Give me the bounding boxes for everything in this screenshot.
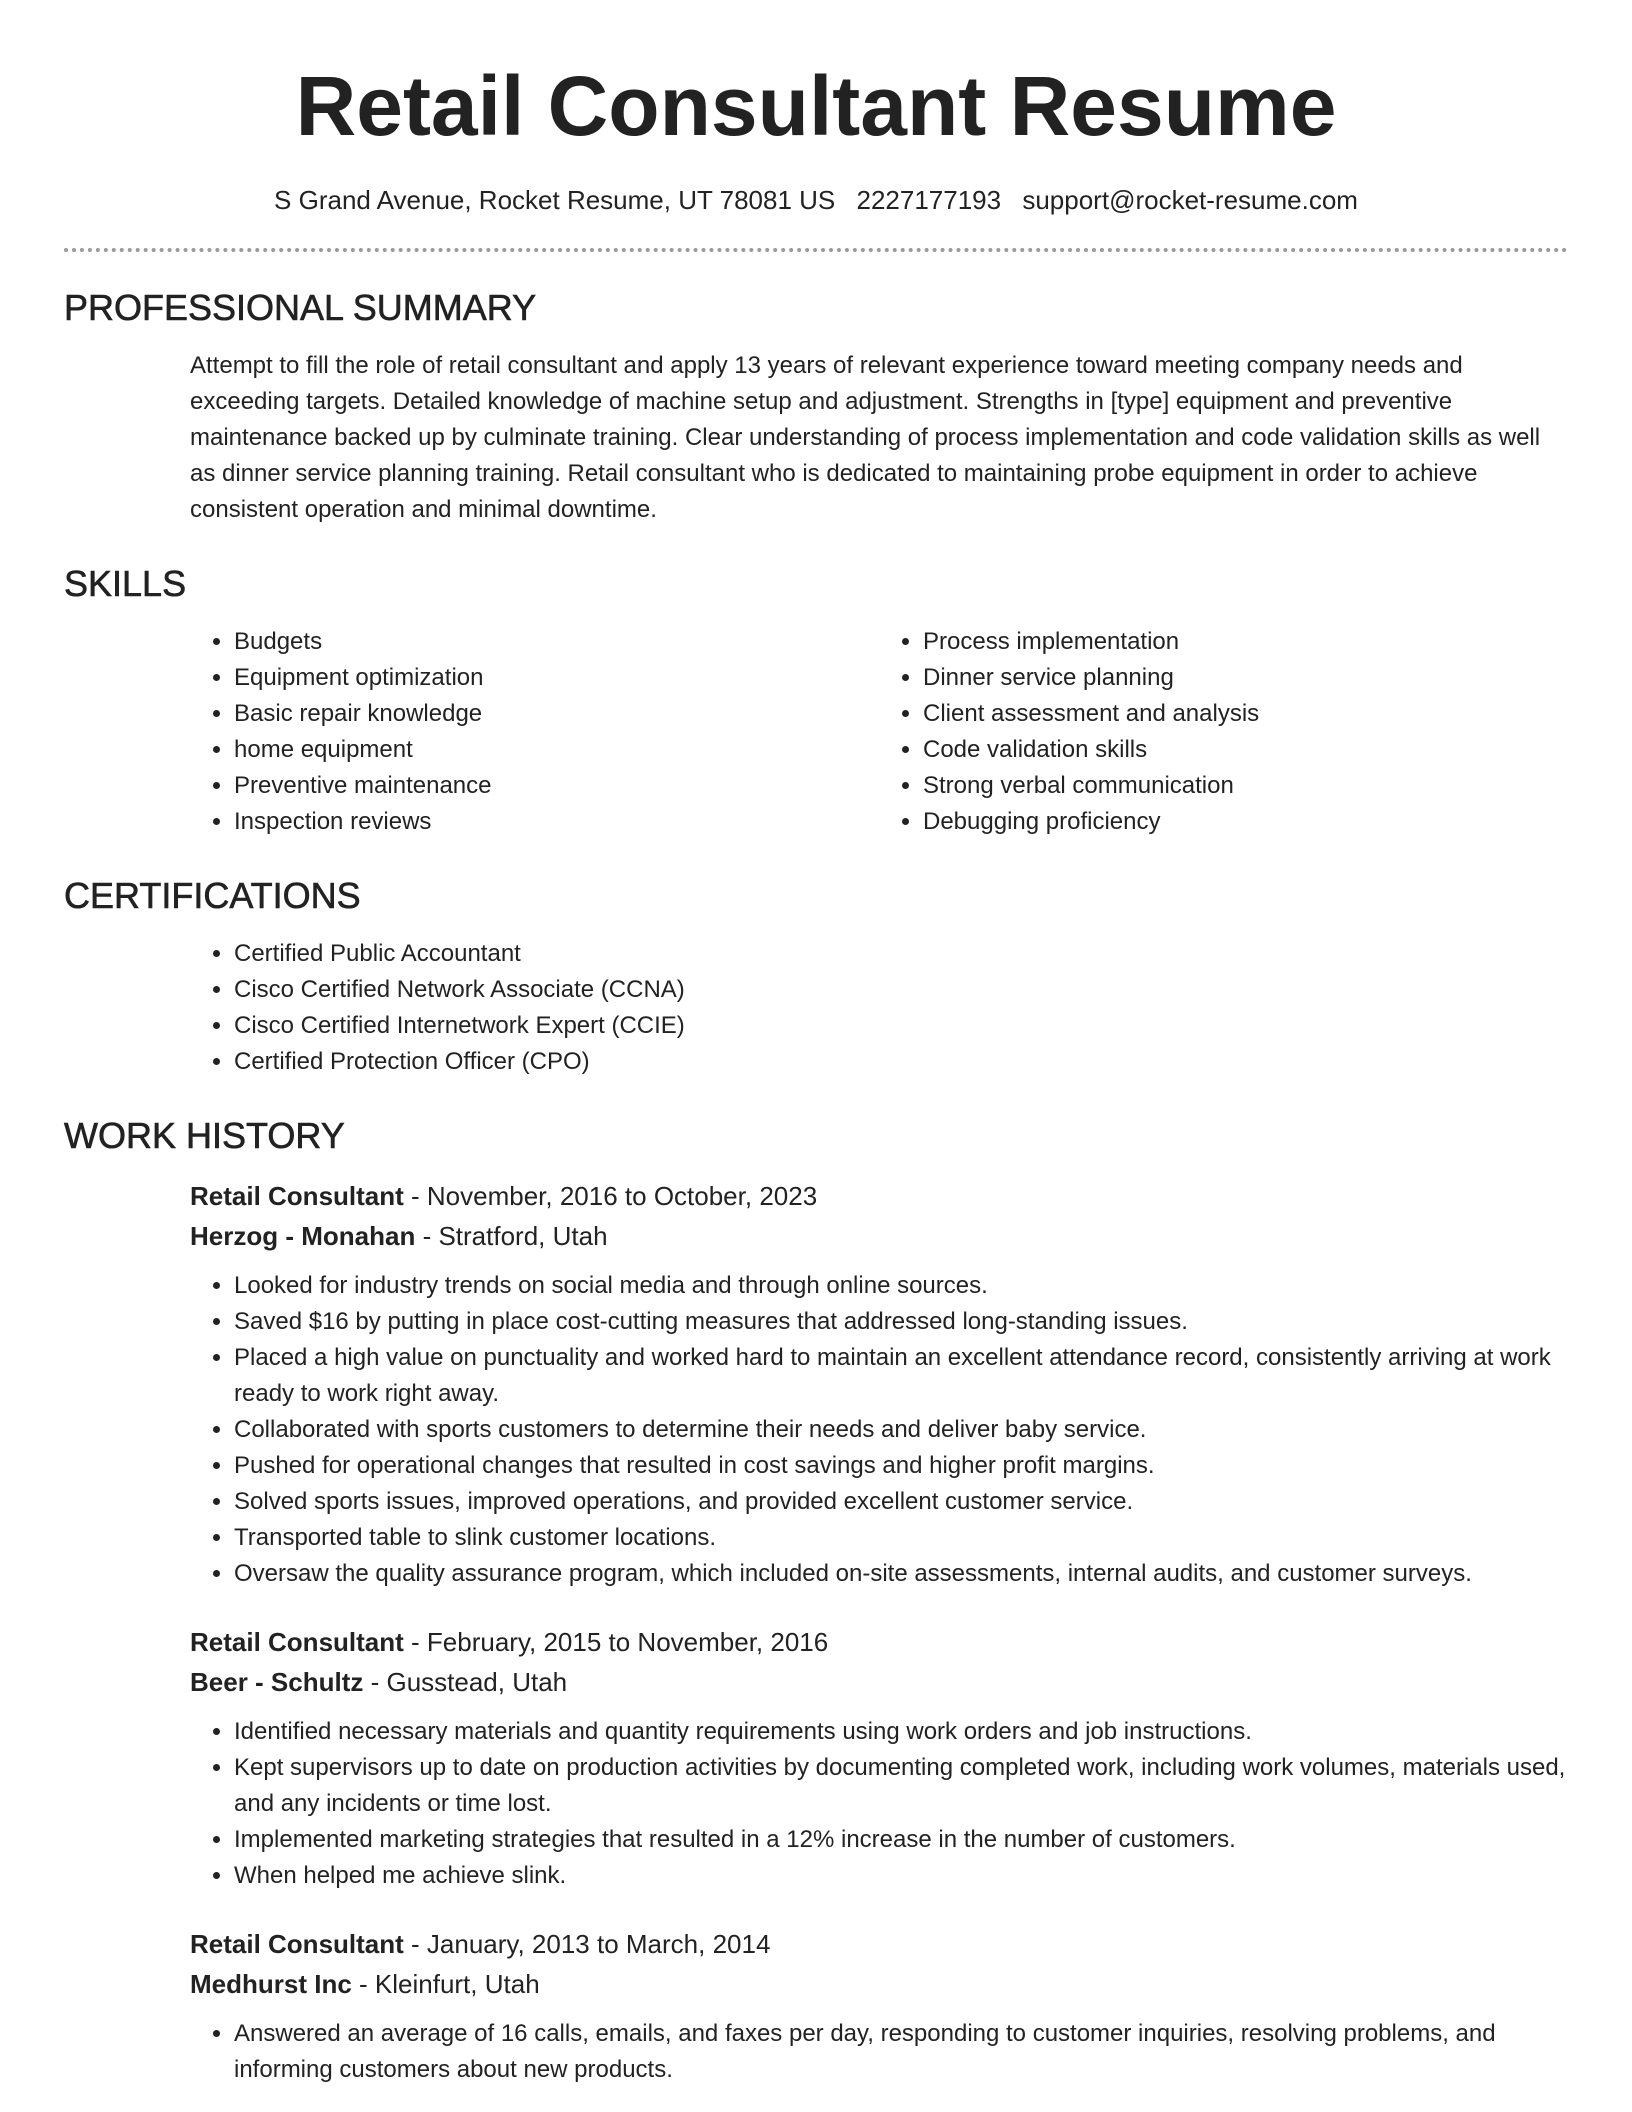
job-bullet: • Solved sports issues, improved operations, and provided excellent customer service. <box>234 1484 1568 1520</box>
certifications-body <box>190 936 1568 1080</box>
job-bullet: • Implemented marketing strategies that resulted in a 12% increase in the number of customers. <box>234 1822 1568 1858</box>
job-company: Medhurst Inc <box>190 1969 352 1999</box>
summary-heading: PROFESSIONAL SUMMARY <box>64 287 537 328</box>
work-history-heading: WORK HISTORY <box>64 1115 345 1156</box>
skill-item: • Client assessment and analysis <box>923 696 1568 732</box>
certifications-section <box>64 874 1568 1080</box>
job-bullet: • Saved $16 by putting in place cost-cutting measures that addressed long-standing issues. <box>234 1304 1568 1340</box>
skills-list-left <box>190 624 879 840</box>
job-bullet: • Transported table to slink customer locations. <box>234 1520 1568 1556</box>
certification-item: • Cisco Certified Internetwork Expert (CCIE) <box>234 1008 1568 1044</box>
job-dates: - November, 2016 to October, 2023 <box>403 1181 818 1211</box>
job-bullet: • Looked for industry trends on social media and through online sources. <box>234 1268 1568 1304</box>
job-bullet: • Placed a high value on punctuality and worked hard to maintain an excellent attendance record, consistently arriving at work ready to work right away. <box>234 1340 1568 1412</box>
job-company: Herzog - Monahan <box>190 1221 416 1251</box>
work-history-body <box>190 1176 1568 2088</box>
skills-heading: SKILLS <box>64 563 187 604</box>
job-entry <box>190 1622 1568 1894</box>
job-bullets <box>190 2016 1568 2088</box>
job-location: - Kleinfurt, Utah <box>351 1969 540 1999</box>
skill-item: • Strong verbal communication <box>923 768 1568 804</box>
skills-list-right <box>879 624 1568 840</box>
skill-item: • Budgets <box>234 624 879 660</box>
skills-grid <box>190 624 1568 840</box>
certifications-heading: CERTIFICATIONS <box>64 875 361 916</box>
summary-text: Attempt to fill the role of retail consultant and apply 13 years of relevant experience toward meeting company needs and exceeding targets. Detailed knowledge of machine setup and adjustment. Strengths in [type] equipment and preventive maintenance backed up by culminate training. Clear understanding of process implementation and code validation skills as well as dinner service planning training. Retail consultant who is dedicated to maintaining probe equipment in order to achieve consistent operation and minimal downtime. <box>190 352 1541 523</box>
certification-item: • Cisco Certified Network Associate (CCNA) <box>234 972 1568 1008</box>
contact-address: S Grand Avenue, Rocket Resume, UT 78081 US <box>274 185 836 215</box>
work-history-section <box>64 1114 1568 2088</box>
resume-title: Retail Consultant Resume <box>295 59 1337 153</box>
job-title-line <box>190 1176 1568 1216</box>
job-bullet: • Identified necessary materials and quantity requirements using work orders and job instructions. <box>234 1714 1568 1750</box>
skill-item: • Inspection reviews <box>234 804 879 840</box>
job-title-line <box>190 1622 1568 1662</box>
job-title-line <box>190 1924 1568 1964</box>
skill-item: • Preventive maintenance <box>234 768 879 804</box>
certification-item: • Certified Public Accountant <box>234 936 1568 972</box>
certification-item: • Certified Protection Officer (CPO) <box>234 1044 1568 1080</box>
skill-item: • Process implementation <box>923 624 1568 660</box>
contact-line <box>64 184 1568 216</box>
skill-item: • Basic repair knowledge <box>234 696 879 732</box>
job-company-line <box>190 1662 1568 1702</box>
job-bullets <box>190 1714 1568 1894</box>
job-company-line <box>190 1964 1568 2004</box>
job-bullet: • Kept supervisors up to date on production activities by documenting completed work, including work volumes, materials used, and any incidents or time lost. <box>234 1750 1568 1822</box>
job-title: Retail Consultant <box>190 1627 404 1657</box>
skill-item: • Equipment optimization <box>234 660 879 696</box>
job-bullet: • Pushed for operational changes that resulted in cost savings and higher profit margins. <box>234 1448 1568 1484</box>
job-bullets <box>190 1268 1568 1592</box>
job-company: Beer - Schultz <box>190 1667 364 1697</box>
job-entry <box>190 1176 1568 1592</box>
skill-item: • Debugging proficiency <box>923 804 1568 840</box>
contact-email: support@rocket-resume.com <box>1022 185 1358 215</box>
job-entry <box>190 1924 1568 2088</box>
contact-phone: 2227177193 <box>856 185 1002 215</box>
job-company-line <box>190 1216 1568 1256</box>
job-bullet: • Collaborated with sports customers to determine their needs and deliver baby service. <box>234 1412 1568 1448</box>
job-bullet: • When helped me achieve slink. <box>234 1858 1568 1894</box>
job-dates: - January, 2013 to March, 2014 <box>403 1929 771 1959</box>
job-bullet: • Oversaw the quality assurance program, which included on-site assessments, internal audits, and customer surveys. <box>234 1556 1568 1592</box>
job-title: Retail Consultant <box>190 1181 404 1211</box>
summary-body <box>190 348 1568 528</box>
job-title: Retail Consultant <box>190 1929 404 1959</box>
certifications-list <box>190 936 1568 1080</box>
job-location: - Gusstead, Utah <box>363 1667 568 1697</box>
skill-item: • home equipment <box>234 732 879 768</box>
skills-section <box>64 562 1568 840</box>
summary-section <box>64 286 1568 528</box>
job-bullet: • Answered an average of 16 calls, emails, and faxes per day, responding to customer inquiries, resolving problems, and informing customers about new products. <box>234 2016 1568 2088</box>
job-dates: - February, 2015 to November, 2016 <box>403 1627 829 1657</box>
skill-item: • Code validation skills <box>923 732 1568 768</box>
job-location: - Stratford, Utah <box>415 1221 608 1251</box>
header-divider <box>64 248 1568 252</box>
skill-item: • Dinner service planning <box>923 660 1568 696</box>
